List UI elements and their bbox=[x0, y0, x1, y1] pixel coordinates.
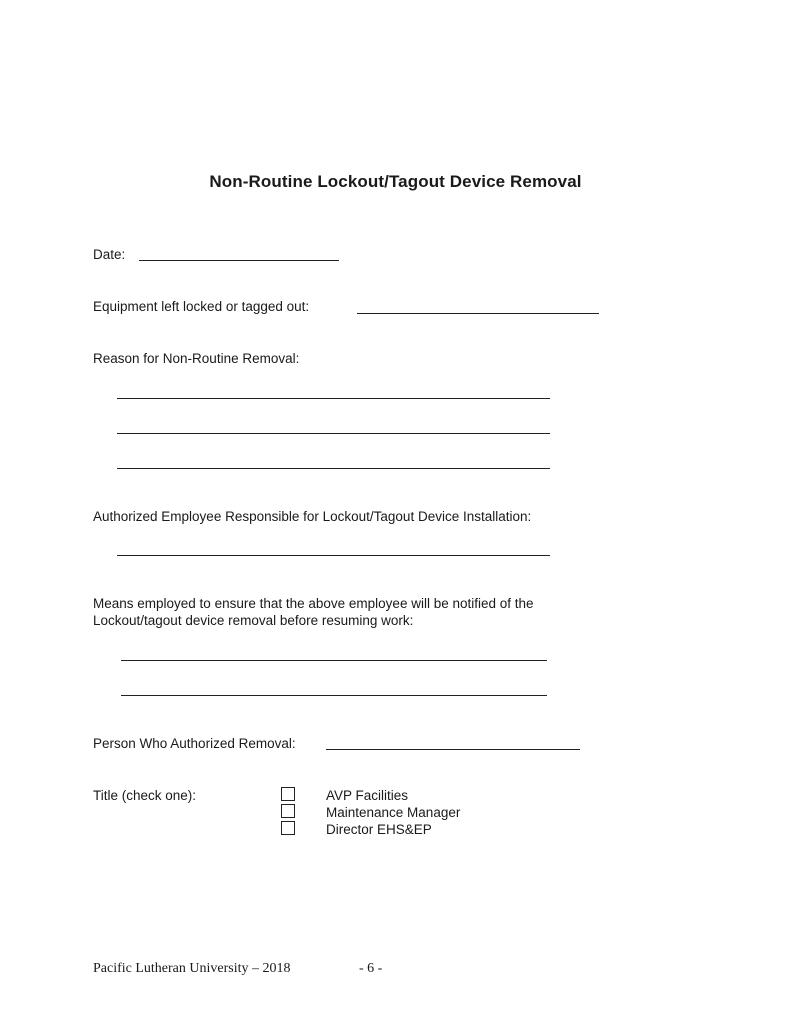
equipment-label: Equipment left locked or tagged out: bbox=[93, 299, 310, 314]
avp-facilities-checkbox[interactable] bbox=[281, 787, 295, 801]
date-field-line[interactable] bbox=[139, 260, 339, 261]
means-label-line-1: Means employed to ensure that the above employee will be notified of the bbox=[93, 596, 534, 611]
avp-facilities-label: AVP Facilities bbox=[326, 788, 409, 803]
title-check-label: Title (check one): bbox=[93, 788, 197, 803]
equipment-field-line[interactable] bbox=[357, 313, 599, 314]
person-authorized-field-line[interactable] bbox=[326, 749, 580, 750]
means-field-line-1[interactable] bbox=[121, 660, 547, 661]
reason-label: Reason for Non-Routine Removal: bbox=[93, 351, 300, 366]
director-ehs-label: Director EHS&EP bbox=[326, 822, 432, 837]
person-authorized-label: Person Who Authorized Removal: bbox=[93, 736, 296, 751]
reason-field-line-3[interactable] bbox=[117, 468, 550, 469]
authorized-employee-field-line[interactable] bbox=[117, 555, 550, 556]
footer-page-number: - 6 - bbox=[359, 961, 383, 976]
form-title: Non-Routine Lockout/Tagout Device Removal bbox=[209, 172, 582, 191]
means-label-line-2: Lockout/tagout device removal before resuming work: bbox=[93, 613, 414, 628]
reason-field-line-2[interactable] bbox=[117, 433, 550, 434]
date-label: Date: bbox=[93, 247, 126, 262]
maintenance-manager-checkbox[interactable] bbox=[281, 804, 295, 818]
authorized-employee-label: Authorized Employee Responsible for Lockout/Tagout Device Installation: bbox=[93, 509, 532, 524]
means-field-line-2[interactable] bbox=[121, 695, 547, 696]
maintenance-manager-label: Maintenance Manager bbox=[326, 805, 461, 820]
reason-field-line-1[interactable] bbox=[117, 398, 550, 399]
director-ehs-checkbox[interactable] bbox=[281, 821, 295, 835]
footer-organization: Pacific Lutheran University – 2018 bbox=[93, 961, 291, 976]
